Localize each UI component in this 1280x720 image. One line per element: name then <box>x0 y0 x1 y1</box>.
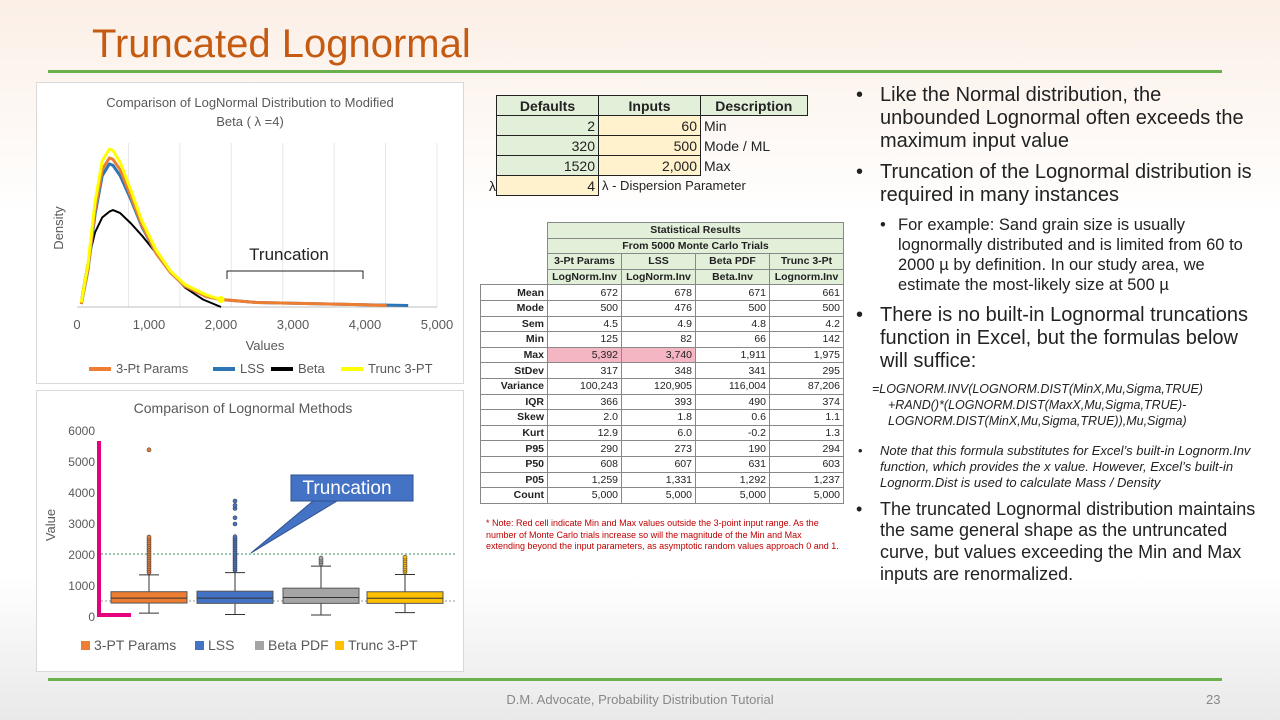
stats-cell: 393 <box>622 394 696 410</box>
stats-row-label: P50 <box>481 456 548 472</box>
stats-cell: 1,911 <box>696 347 770 363</box>
stats-cell: 4.2 <box>770 316 844 332</box>
header-description: Description <box>701 96 808 116</box>
lambda-symbol: λ <box>489 177 496 194</box>
chart2-ytick: 4000 <box>68 486 95 500</box>
stats-row-label: Kurt <box>481 425 548 441</box>
default-min: 2 <box>497 116 599 136</box>
footer-text: D.M. Advocate, Probability Distribution Tutorial <box>506 692 774 707</box>
bullet-2: • Truncation of the Lognormal distribution is required in many instances <box>852 161 1262 207</box>
stats-cell: 294 <box>770 441 844 457</box>
stats-cell: 6.0 <box>622 425 696 441</box>
chart2-ylabel: Value <box>43 508 58 542</box>
stats-cell: 295 <box>770 363 844 379</box>
stats-row-label: P05 <box>481 472 548 488</box>
chart1-xtick: 2,000 <box>204 317 238 332</box>
chart1-title-1: Comparison of LogNormal Distribution to Modified <box>106 95 394 110</box>
stats-cell: 1.8 <box>622 410 696 426</box>
stats-cell: 1.3 <box>770 425 844 441</box>
stats-cell: 125 <box>548 332 622 348</box>
header-inputs: Inputs <box>599 96 701 116</box>
chart2-legend-label: 3-PT Params <box>94 637 177 653</box>
chart2-ytick: 3000 <box>68 517 95 531</box>
chart2-ytick: 2000 <box>68 548 95 562</box>
input-min[interactable]: 60 <box>599 116 701 136</box>
box-outlier <box>233 503 237 507</box>
box-outlier <box>233 522 237 526</box>
chart2-legend-swatch <box>195 641 204 650</box>
stats-cell: 678 <box>622 285 696 301</box>
stats-cell: 374 <box>770 394 844 410</box>
desc-min: Min <box>704 117 727 134</box>
stats-col-lss: LSS <box>622 254 696 270</box>
input-max[interactable]: 2,000 <box>599 156 701 176</box>
box-outlier <box>147 535 151 539</box>
box-iqr <box>283 588 359 603</box>
box-outlier <box>233 499 237 503</box>
stats-cell: 4.5 <box>548 316 622 332</box>
stats-col-beta: Beta PDF <box>696 254 770 270</box>
stats-row <box>481 456 844 472</box>
chart1-xlabel: Values <box>245 338 285 353</box>
chart2-svg <box>37 391 463 671</box>
chart1-xtick: 3,000 <box>276 317 310 332</box>
chart2-ytick: 6000 <box>68 424 95 438</box>
input-row-max <box>480 156 807 176</box>
stats-cell: 5,000 <box>622 488 696 504</box>
chart1-legend <box>89 361 433 376</box>
stats-row <box>481 472 844 488</box>
stats-cell: 631 <box>696 456 770 472</box>
page-title: Truncated Lognormal <box>92 22 471 66</box>
formula-line-3: LOGNORM.DIST(MinX,Mu,Sigma,TRUE)),Mu,Sigma) <box>888 414 1187 428</box>
stats-row-label: P95 <box>481 441 548 457</box>
title-rule <box>48 70 1222 73</box>
chart1-legend-swatch <box>271 367 293 371</box>
chart1-series <box>81 149 408 307</box>
stats-cell: 607 <box>622 456 696 472</box>
box-iqr <box>111 592 187 603</box>
stats-cell: 3,740 <box>622 347 696 363</box>
bullet-5: • The truncated Lognormal distribution maintains the same general shape as the untruncated curve, but values exceeding the Min and Max inputs are renormalized. <box>852 499 1262 585</box>
stats-row-label: Skew <box>481 410 548 426</box>
stats-cell: 1,975 <box>770 347 844 363</box>
stats-cell: 290 <box>548 441 622 457</box>
stats-row-label: Sem <box>481 316 548 332</box>
chart2-legend-label: LSS <box>208 637 235 653</box>
chart1-legend-label: 3-Pt Params <box>116 361 189 376</box>
stats-row <box>481 410 844 426</box>
stats-cell: 5,392 <box>548 347 622 363</box>
chart1-truncation-point <box>218 296 225 303</box>
stats-cell: 1,237 <box>770 472 844 488</box>
stats-col-3pt: 3-Pt Params <box>548 254 622 270</box>
input-row-min <box>480 116 807 136</box>
stats-cell: 500 <box>548 300 622 316</box>
stats-cell: 4.8 <box>696 316 770 332</box>
default-mode: 320 <box>497 136 599 156</box>
chart1-legend-swatch <box>341 367 363 371</box>
stats-row-label: Count <box>481 488 548 504</box>
stats-cell: 341 <box>696 363 770 379</box>
box-outlier <box>233 535 237 539</box>
statistical-results-table <box>480 222 844 504</box>
stats-cell: 100,243 <box>548 378 622 394</box>
stats-col-trunc: Trunc 3-Pt <box>770 254 844 270</box>
input-lambda[interactable]: 4 <box>497 176 599 196</box>
input-row-mode <box>480 136 807 156</box>
stats-cell: 5,000 <box>696 488 770 504</box>
stats-cell: 5,000 <box>770 488 844 504</box>
chart2-legend-swatch <box>81 641 90 650</box>
lognormal-methods-boxplot <box>36 390 464 672</box>
header-defaults: Defaults <box>497 96 599 116</box>
desc-mode: Mode / ML <box>704 137 771 154</box>
stats-cell: 12.9 <box>548 425 622 441</box>
stats-cell: 366 <box>548 394 622 410</box>
box-outlier <box>233 516 237 520</box>
formula-block <box>872 381 1262 430</box>
chart2-legend-label: Trunc 3-PT <box>348 637 418 653</box>
note-text: * Note: Red cell indicate Min and Max values outside the 3-point input range. As the number of Monte Carlo trials increase so will the magnitude of the Min and Max extending beyond the input parameters, as asymptotic random values approach 0 and 1. <box>486 518 839 552</box>
stats-cell: 66 <box>696 332 770 348</box>
box-outlier <box>319 556 323 560</box>
stats-cell: 190 <box>696 441 770 457</box>
page-number: 23 <box>1206 692 1221 707</box>
chart2-legend-swatch <box>335 641 344 650</box>
formula-line-2: +RAND()*(LOGNORM.DIST(MaxX,Mu,Sigma,TRUE)- <box>888 397 1187 412</box>
stats-cell: 490 <box>696 394 770 410</box>
stats-row <box>481 285 844 301</box>
chart2-pink-marker-base <box>97 613 131 617</box>
bullet-3: • There is no built-in Lognormal truncations function in Excel, but the formulas below will suffice: <box>852 304 1262 373</box>
stats-cell: 116,004 <box>696 378 770 394</box>
stats-cell: 671 <box>696 285 770 301</box>
desc-max: Max <box>704 157 731 174</box>
stats-cell: 608 <box>548 456 622 472</box>
stats-fn-trunc: Lognorm.Inv <box>770 269 844 285</box>
stats-cell: 476 <box>622 300 696 316</box>
box-outlier <box>403 555 407 559</box>
truncation-callout-label: Truncation <box>302 478 392 499</box>
chart1-xtick: 1,000 <box>132 317 166 332</box>
desc-lambda: λ - Dispersion Parameter <box>602 178 746 194</box>
stats-row <box>481 441 844 457</box>
chart1-legend-label: LSS <box>240 361 265 376</box>
stats-row-label: Max <box>481 347 548 363</box>
bullet-4: • Note that this formula substitutes for Excel’s built-in Lognorm.Inv function, which provides the x value. However, Excel’s built-in Lognorm.Dist is used to calculate Mass / Density <box>852 443 1262 491</box>
chart1-svg <box>37 83 463 383</box>
stats-cell: 661 <box>770 285 844 301</box>
lognormal-beta-chart <box>36 82 464 384</box>
stats-cell: 1.1 <box>770 410 844 426</box>
chart1-legend-label: Beta <box>298 361 325 376</box>
stats-cell: 5,000 <box>548 488 622 504</box>
chart1-ylabel: Density <box>51 206 66 250</box>
stats-row <box>481 378 844 394</box>
stats-cell: 317 <box>548 363 622 379</box>
stats-row <box>481 394 844 410</box>
stats-row <box>481 425 844 441</box>
truncation-bracket <box>227 271 363 279</box>
stats-cell: 0.6 <box>696 410 770 426</box>
stats-fn-3pt: LogNorm.Inv <box>548 269 622 285</box>
stats-cell: 2.0 <box>548 410 622 426</box>
stats-cell: 82 <box>622 332 696 348</box>
stats-cell: -0.2 <box>696 425 770 441</box>
chart2-ytick: 1000 <box>68 579 95 593</box>
stats-cell: 4.9 <box>622 316 696 332</box>
stats-cell: 1,292 <box>696 472 770 488</box>
stats-row-label: Mean <box>481 285 548 301</box>
chart2-ytick: 0 <box>88 610 95 624</box>
input-row-lambda <box>480 176 807 196</box>
chart2-legend-label: Beta PDF <box>268 637 329 653</box>
stats-row <box>481 300 844 316</box>
chart1-legend-swatch <box>213 367 235 371</box>
stats-fn-beta: Beta.Inv <box>696 269 770 285</box>
stats-fn-lss: LogNorm.Inv <box>622 269 696 285</box>
chart1-gridlines <box>128 143 437 307</box>
bullet-list <box>852 84 1262 593</box>
stats-cell: 1,259 <box>548 472 622 488</box>
chart2-legend <box>81 637 418 653</box>
stats-title: Statistical Results <box>548 223 844 239</box>
stats-cell: 120,905 <box>622 378 696 394</box>
chart1-xticks <box>73 317 453 332</box>
chart2-legend-swatch <box>255 641 264 650</box>
stats-row-label: Min <box>481 332 548 348</box>
chart2-pink-marker <box>97 441 101 617</box>
default-max: 1520 <box>497 156 599 176</box>
chart2-y-axis <box>68 424 95 624</box>
stats-subtitle: From 5000 Monte Carlo Trials <box>548 238 844 254</box>
stats-row <box>481 347 844 363</box>
stats-cell: 500 <box>696 300 770 316</box>
chart1-legend-swatch <box>89 367 111 371</box>
chart1-xtick: 0 <box>73 317 81 332</box>
stats-row <box>481 363 844 379</box>
chart1-title-2: Beta ( λ =4) <box>216 114 284 129</box>
chart1-xtick: 5,000 <box>420 317 454 332</box>
stats-cell: 142 <box>770 332 844 348</box>
truncation-label: Truncation <box>249 245 329 264</box>
bullet-1: • Like the Normal distribution, the unbounded Lognormal often exceeds the maximum input value <box>852 84 1262 153</box>
stats-row-label: Mode <box>481 300 548 316</box>
stats-body <box>481 285 844 503</box>
stats-row <box>481 316 844 332</box>
stats-row <box>481 332 844 348</box>
stats-cell: 672 <box>548 285 622 301</box>
chart2-title: Comparison of Lognormal Methods <box>133 400 353 416</box>
stats-cell: 500 <box>770 300 844 316</box>
stats-cell: 1,331 <box>622 472 696 488</box>
stats-row <box>481 488 844 504</box>
stats-cell: 603 <box>770 456 844 472</box>
chart1-legend-label: Trunc 3-PT <box>368 361 433 376</box>
chart2-ytick: 5000 <box>68 455 95 469</box>
stats-cell: 87,206 <box>770 378 844 394</box>
stats-cell: 273 <box>622 441 696 457</box>
box-outlier <box>147 448 151 452</box>
box-iqr <box>367 592 443 604</box>
stats-cell: 348 <box>622 363 696 379</box>
chart1-xtick: 4,000 <box>348 317 382 332</box>
stats-row-label: StDev <box>481 363 548 379</box>
box-iqr <box>197 591 273 603</box>
bullet-2-sub: • For example: Sand grain size is usually lognormally distributed and is limited from 60 to 2000 µ by definition. In our study area, we estimate the most-likely size at 500 µ <box>852 215 1262 296</box>
stats-row-label: IQR <box>481 394 548 410</box>
footer-rule <box>48 678 1222 681</box>
input-mode[interactable]: 500 <box>599 136 701 156</box>
formula-line-1: =LOGNORM.INV(LOGNORM.DIST(MinX,Mu,Sigma,TRUE) <box>872 381 1203 396</box>
stats-row-label: Variance <box>481 378 548 394</box>
input-parameters-table <box>480 95 808 196</box>
